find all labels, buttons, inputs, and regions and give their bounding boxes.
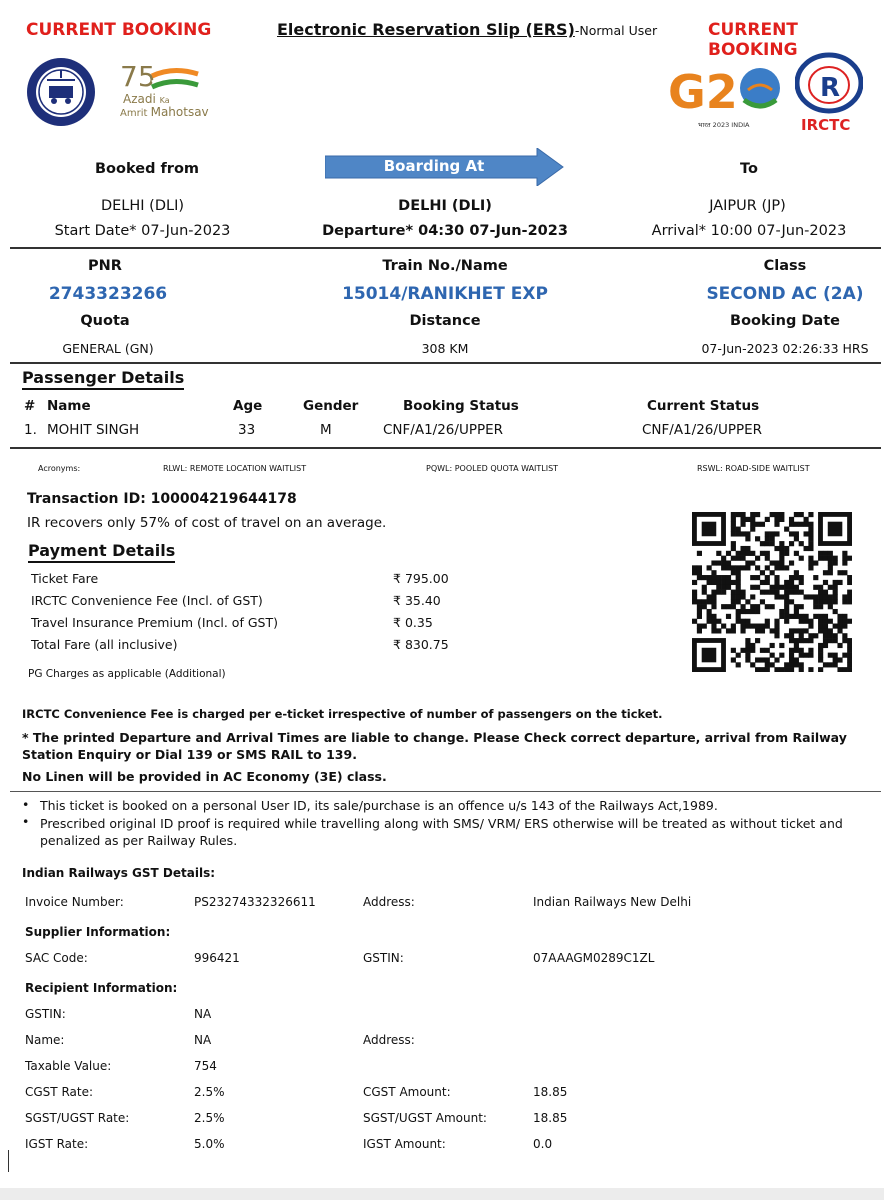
gst-cgst-amount-value: 18.85	[533, 1085, 568, 1099]
gst-title: Indian Railways GST Details:	[22, 866, 216, 880]
from-station: DELHI (DLI)	[100, 198, 185, 214]
quota-value: GENERAL (GN)	[62, 341, 154, 356]
divider-booking	[10, 362, 881, 364]
gst-invoice-value: PS23274332326611	[194, 895, 316, 909]
passenger-row-booking-status: CNF/A1/26/UPPER	[383, 422, 504, 438]
azadi-logo-icon	[118, 60, 228, 124]
passenger-header-num: #	[24, 398, 36, 414]
page-edge-rule	[8, 1150, 9, 1172]
bullet-dot-2: •	[22, 814, 30, 829]
passenger-header-current-status: Current Status	[647, 398, 760, 414]
divider-journey	[10, 247, 881, 249]
passenger-header-booking-status: Booking Status	[403, 398, 519, 414]
payment-amount-total	[393, 637, 449, 652]
payment-label-ticket-fare: Ticket Fare	[31, 571, 99, 586]
distance-label: Distance	[409, 313, 481, 329]
booking-date-label: Booking Date	[730, 313, 840, 329]
gst-taxable-value: 754	[194, 1059, 217, 1073]
ers-title	[277, 20, 657, 39]
current-booking-tag-right: CURRENT BOOKING	[708, 20, 798, 60]
g20-logo-icon	[668, 60, 786, 132]
gst-recipient-gstin-label: GSTIN:	[25, 1007, 66, 1021]
passenger-header-gender: Gender	[303, 398, 359, 414]
fee-note: IRCTC Convenience Fee is charged per e-ticket irrespective of number of passengers on the ticket.	[22, 707, 663, 721]
passenger-row-gender: M	[320, 422, 332, 438]
times-note: * The printed Departure and Arrival Times are liable to change. Please Check correct departure, arrival from Railway Station Enquiry or Dial 139 or SMS RAIL to 139.	[22, 730, 847, 762]
azadi-ka-text: Ka	[159, 96, 170, 105]
current-booking-tag-left: CURRENT BOOKING	[26, 20, 212, 40]
bullet-dot-1: •	[22, 797, 30, 812]
train-value: 15014/RANIKHET EXP	[342, 284, 548, 304]
rupee-icon: ₹	[393, 593, 401, 608]
bullet-note-1: This ticket is booked on a personal User ID, its sale/purchase is an offence u/s 143 of the Railways Act,1989.	[40, 798, 718, 813]
payment-amount-convenience-fee	[393, 593, 441, 608]
rupee-icon: ₹	[393, 637, 401, 652]
svg-text:R: R	[820, 73, 841, 103]
train-label: Train No./Name	[382, 258, 508, 274]
rupee-icon: ₹	[393, 615, 401, 630]
pnr-label: PNR	[88, 258, 122, 274]
booked-from-label: Booked from	[95, 161, 200, 177]
gst-sac-label: SAC Code:	[25, 951, 88, 965]
boarding-arrow	[325, 148, 565, 186]
gst-cgst-amount-label: CGST Amount:	[363, 1085, 451, 1099]
gst-supplier-title: Supplier Information:	[25, 925, 171, 939]
boarding-station: DELHI (DLI)	[398, 198, 492, 214]
boarding-at-label: Boarding At	[383, 157, 485, 175]
mahotsav-text: Mahotsav	[150, 105, 209, 119]
gst-address-value: Indian Railways New Delhi	[533, 895, 692, 909]
booking-date-value: 07-Jun-2023 02:26:33 HRS	[701, 341, 869, 356]
gst-gstin-label: GSTIN:	[363, 951, 404, 965]
payment-label-convenience-fee: IRCTC Convenience Fee (Incl. of GST)	[31, 593, 263, 608]
passenger-row-name: MOHIT SINGH	[47, 422, 140, 438]
pnr-value: 2743323266	[48, 284, 168, 304]
divider-notes	[10, 791, 881, 792]
ers-title-suffix: -Normal User	[574, 23, 658, 38]
passenger-row-age: 33	[238, 422, 256, 438]
gst-sac-value: 996421	[194, 951, 240, 965]
payment-details-title: Payment Details	[28, 541, 175, 563]
bullet-note-2: Prescribed original ID proof is required while travelling along with SMS/ VRM/ ERS otherwise will be treated as without ticket and penalized as per Railway Rules.	[40, 816, 843, 848]
indian-railways-logo-icon	[25, 56, 97, 128]
rupee-icon: ₹	[393, 571, 401, 586]
page-bottom-bar	[0, 1188, 884, 1200]
payment-amount-insurance	[393, 615, 433, 630]
gst-cgst-rate-value: 2.5%	[194, 1085, 225, 1099]
payment-label-insurance: Travel Insurance Premium (Incl. of GST)	[31, 615, 278, 630]
payment-value-ticket-fare: 795.00	[404, 571, 449, 586]
passenger-details-title: Passenger Details	[22, 368, 184, 390]
payment-value-insurance: 0.35	[404, 615, 433, 630]
passenger-header-name: Name	[47, 398, 91, 414]
linen-note: No Linen will be provided in AC Economy (3E) class.	[22, 769, 387, 784]
departure-time: Departure* 04:30 07-Jun-2023	[322, 223, 568, 239]
gst-igst-rate-label: IGST Rate:	[25, 1137, 89, 1151]
payment-label-total: Total Fare (all inclusive)	[31, 637, 178, 652]
gst-invoice-label: Invoice Number:	[25, 895, 124, 909]
gst-sgst-rate-label: SGST/UGST Rate:	[25, 1111, 130, 1125]
gst-igst-amount-value: 0.0	[533, 1137, 553, 1151]
start-date: Start Date* 07-Jun-2023	[54, 223, 231, 239]
distance-value: 308 KM	[421, 341, 469, 356]
gst-address-label: Address:	[363, 895, 415, 909]
passenger-row-num: 1.	[24, 422, 37, 438]
svg-text:75: 75	[120, 60, 156, 93]
passenger-header-age: Age	[233, 398, 263, 414]
irctc-label: IRCTC	[801, 116, 851, 134]
recovery-note: IR recovers only 57% of cost of travel on an average.	[27, 515, 387, 531]
quota-label: Quota	[80, 313, 130, 329]
gst-recipient-gstin-value: NA	[194, 1007, 212, 1021]
gst-igst-rate-value: 5.0%	[194, 1137, 225, 1151]
g20-subtext: भारत 2023 INDIA	[698, 121, 750, 129]
svg-text:G2: G2	[668, 65, 738, 119]
acronym-rswl: RSWL: ROAD-SIDE WAITLIST	[697, 464, 810, 473]
to-label: To	[740, 161, 758, 177]
arrival-time: Arrival* 10:00 07-Jun-2023	[651, 223, 847, 239]
divider-passengers	[10, 447, 881, 449]
amrit-text: Amrit	[120, 108, 148, 119]
ers-title-main: Electronic Reservation Slip (ERS)	[277, 20, 575, 39]
payment-amount-ticket-fare	[393, 571, 449, 586]
acronym-pqwl: PQWL: POOLED QUOTA WAITLIST	[426, 464, 559, 473]
gst-cgst-rate-label: CGST Rate:	[25, 1085, 93, 1099]
class-label: Class	[763, 258, 807, 274]
pg-charges-note: PG Charges as applicable (Additional)	[28, 668, 226, 680]
gst-recipient-name-label: Name:	[25, 1033, 65, 1047]
gst-sgst-amount-label: SGST/UGST Amount:	[363, 1111, 487, 1125]
qr-code-icon	[692, 512, 852, 672]
payment-value-convenience-fee: 35.40	[404, 593, 441, 608]
gst-igst-amount-label: IGST Amount:	[363, 1137, 446, 1151]
acronym-rlwl: RLWL: REMOTE LOCATION WAITLIST	[163, 464, 307, 473]
gst-taxable-label: Taxable Value:	[25, 1059, 112, 1073]
payment-value-total: 830.75	[404, 637, 449, 652]
gst-gstin-value: 07AAAGM0289C1ZL	[533, 951, 655, 965]
acronyms-label: Acronyms:	[38, 464, 81, 473]
irctc-logo-icon	[795, 52, 863, 136]
passenger-row-current-status: CNF/A1/26/UPPER	[642, 422, 763, 438]
transaction-id: Transaction ID: 100004219644178	[27, 491, 297, 507]
gst-recipient-name-value: NA	[194, 1033, 212, 1047]
gst-recipient-address-label: Address:	[363, 1033, 415, 1047]
class-value: SECOND AC (2A)	[706, 284, 864, 304]
gst-sgst-rate-value: 2.5%	[194, 1111, 225, 1125]
to-station: JAIPUR (JP)	[709, 198, 786, 214]
azadi-text: Azadi	[123, 92, 156, 106]
gst-recipient-title: Recipient Information:	[25, 981, 178, 995]
gst-sgst-amount-value: 18.85	[533, 1111, 568, 1125]
